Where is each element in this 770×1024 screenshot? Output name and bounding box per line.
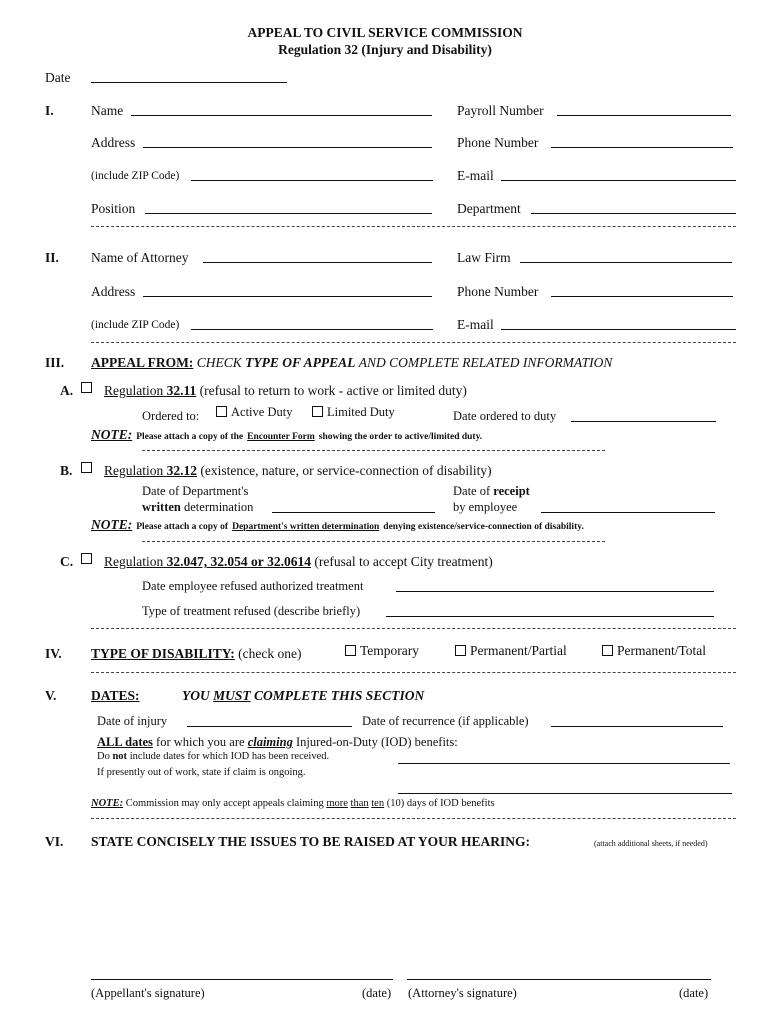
divider [91,628,736,629]
ten-text: ten [371,798,385,809]
attorney-phone-field[interactable] [551,284,733,297]
determination-text: determination [184,500,254,514]
instruction-type: TYPE OF APPEAL [245,355,356,370]
complete-text: COMPLETE THIS SECTION [254,688,425,703]
reg-label: Regulation [104,463,164,478]
than-text: than [350,798,369,809]
attorney-address-field[interactable] [143,284,432,297]
temporary-checkbox[interactable] [345,645,356,656]
address-label: Address [91,135,136,150]
option-c-checkbox[interactable] [81,551,96,567]
divider [91,672,736,673]
iod-text: Injured-on-Duty (IOD) benefits: [295,735,458,749]
attach-note: (attach additional sheets, if needed) [594,839,708,848]
section-2-number: II. [45,250,59,265]
law-firm-label: Law Firm [457,250,511,265]
issues-heading: STATE CONCISELY THE ISSUES TO BE RAISED AT YOUR HEARING: [91,834,531,849]
temporary-label: Temporary [360,643,420,658]
active-duty-checkbox[interactable] [216,406,227,417]
email-label: E-mail [457,168,494,183]
note-text-end: showing the order to active/limited duty. [318,432,483,442]
do-not-include [97,751,329,762]
note-text-end: (10) days of IOD benefits [386,798,495,809]
payroll-label: Payroll Number [457,103,544,118]
note-label: NOTE: [91,798,124,809]
section-5-number: V. [45,688,57,703]
permanent-total-label: Permanent/Total [617,643,707,658]
iod-dates-field-1[interactable] [398,751,730,764]
note-text-end: denying existence/service-connection of disability. [383,522,584,532]
address-zip-field[interactable] [191,168,433,181]
note-b [91,516,584,534]
zip-label: (include ZIP Code) [91,170,180,182]
must-complete [182,688,424,704]
appellant-date-label: (date) [362,986,392,1000]
claiming-text: claiming [247,735,293,749]
reg-or: or [251,554,264,569]
active-duty-option[interactable] [216,405,292,420]
reg-last: 32.0614 [267,554,311,569]
attorney-email-field[interactable] [501,317,736,330]
temporary-option[interactable] [345,643,419,659]
iod-dates-label [97,735,458,750]
permanent-partial-checkbox[interactable] [455,645,466,656]
date-ordered-field[interactable] [571,409,716,422]
section-1-number: I. [45,103,54,118]
phone-label: Phone Number [457,135,539,150]
all-dates-text: ALL dates [97,735,153,749]
attorney-name-field[interactable] [203,250,432,263]
divider [91,818,736,819]
attorney-address-label: Address [91,284,136,299]
divider [91,226,736,227]
reg-number: 32.11 [166,383,197,398]
position-field[interactable] [145,201,432,214]
dept-date-label-1: Date of Department's [142,484,249,498]
refused-date-label: Date employee refused authorized treatment [142,579,364,593]
dept-date-label-2 [142,500,253,515]
date-of-text: Date of [453,484,491,498]
option-c-letter: C. [60,554,74,569]
attorney-signature-label: (Attorney's signature) [408,986,517,1000]
divider [91,342,736,343]
include-text: include dates for which IOD has been received. [129,751,330,762]
appellant-signature-label: (Appellant's signature) [91,986,205,1000]
instruction-check: CHECK [196,355,242,370]
section-6-number: VI. [45,834,64,849]
permanent-total-option[interactable] [602,643,706,659]
appeal-from-label: APPEAL FROM: [91,355,194,370]
receipt-label-1 [453,484,530,499]
refused-date-field[interactable] [396,579,714,592]
limited-duty-option[interactable] [312,405,395,420]
address-field[interactable] [143,135,432,148]
regulation-32-047 [104,554,493,570]
must-text: MUST [213,688,251,703]
attorney-zip-field[interactable] [191,317,433,330]
date-label: Date [45,70,71,85]
limited-duty-checkbox[interactable] [312,406,323,417]
iod-dates-field-2[interactable] [398,781,732,794]
reg-description: (refusal to return to work - active or limited duty) [199,383,467,398]
option-b-checkbox[interactable] [81,460,96,476]
department-field[interactable] [531,201,736,214]
regulation-32-11 [104,383,467,399]
reg-number: 32.12 [166,463,197,478]
instruction-complete: AND COMPLETE RELATED INFORMATION [358,355,613,370]
treatment-field[interactable] [386,604,714,617]
active-duty-label: Active Duty [231,405,293,419]
attorney-date-label: (date) [679,986,709,1000]
attorney-email-label: E-mail [457,317,494,332]
issues-text-area[interactable] [91,856,736,966]
form-title: APPEAL TO CIVIL SERVICE COMMISSION [247,25,523,40]
section-3-number: III. [45,355,65,370]
option-b-letter: B. [60,463,73,478]
note-label: NOTE: [91,427,133,442]
disability-label: TYPE OF DISABILITY: [91,646,235,661]
payroll-field[interactable] [557,103,731,116]
for-which-text: for which you are [156,735,245,749]
note-text: Please attach a copy of the [136,432,244,442]
note-link: Department's written determination [232,522,380,532]
email-field[interactable] [501,168,736,181]
note-link: Encounter Form [247,432,315,442]
reg-description: (refusal to accept City treatment) [314,554,493,569]
receipt-bold: receipt [493,484,530,498]
injury-date-label: Date of injury [97,714,168,728]
attorney-name-label: Name of Attorney [91,250,189,265]
position-label: Position [91,201,136,216]
dates-heading: DATES: [91,688,140,703]
limited-duty-label: Limited Duty [327,405,395,419]
not-text: not [112,751,128,762]
recurrence-date-label: Date of recurrence (if applicable) [362,714,529,728]
reg-label: Regulation [104,383,164,398]
receipt-label-2: by employee [453,500,518,514]
permanent-partial-label: Permanent/Partial [470,643,567,658]
date-ordered-label: Date ordered to duty [453,409,557,423]
note-label: NOTE: [91,517,133,532]
disability-heading [91,646,302,662]
presently-out: If presently out of work, state if claim is ongoing. [97,767,306,778]
note-a [91,426,482,444]
divider [142,450,605,451]
appeal-from-heading [91,355,612,371]
recurrence-date-field[interactable] [551,714,723,727]
section-4-number: IV. [45,646,62,661]
phone-field[interactable] [551,135,733,148]
do-text: Do [97,751,110,762]
injury-date-field[interactable] [187,714,352,727]
permanent-partial-option[interactable] [455,643,567,659]
reg-label: Regulation [104,554,164,569]
attorney-signature-line[interactable] [407,979,711,980]
check-one: (check one) [238,646,302,661]
law-firm-field[interactable] [520,250,732,263]
option-a-checkbox[interactable] [81,380,96,396]
reg-description: (existence, nature, or service-connection of disability) [200,463,492,478]
name-field[interactable] [131,103,432,116]
attorney-phone-label: Phone Number [457,284,539,299]
note-v [91,798,495,809]
appellant-signature-line[interactable] [91,979,393,980]
divider [142,541,605,542]
note-text: Commission may only accept appeals claiming [125,798,324,809]
department-label: Department [457,201,521,216]
date-field[interactable] [91,70,287,83]
permanent-total-checkbox[interactable] [602,645,613,656]
you-text: YOU [182,688,210,703]
regulation-32-12 [104,463,492,479]
dept-determination-date-field[interactable] [272,500,435,513]
name-label: Name [91,103,124,118]
treatment-label: Type of treatment refused (describe briefly) [142,604,361,618]
attorney-zip-label: (include ZIP Code) [91,319,180,331]
note-text: Please attach a copy of [136,522,229,532]
option-a-letter: A. [60,383,74,398]
receipt-date-field[interactable] [541,500,715,513]
written-bold: written [142,500,181,514]
reg-numbers: 32.047, 32.054 [166,554,248,569]
more-text: more [326,798,348,809]
form-subtitle: Regulation 32 (Injury and Disability) [278,42,492,57]
ordered-to-label: Ordered to: [142,409,200,423]
